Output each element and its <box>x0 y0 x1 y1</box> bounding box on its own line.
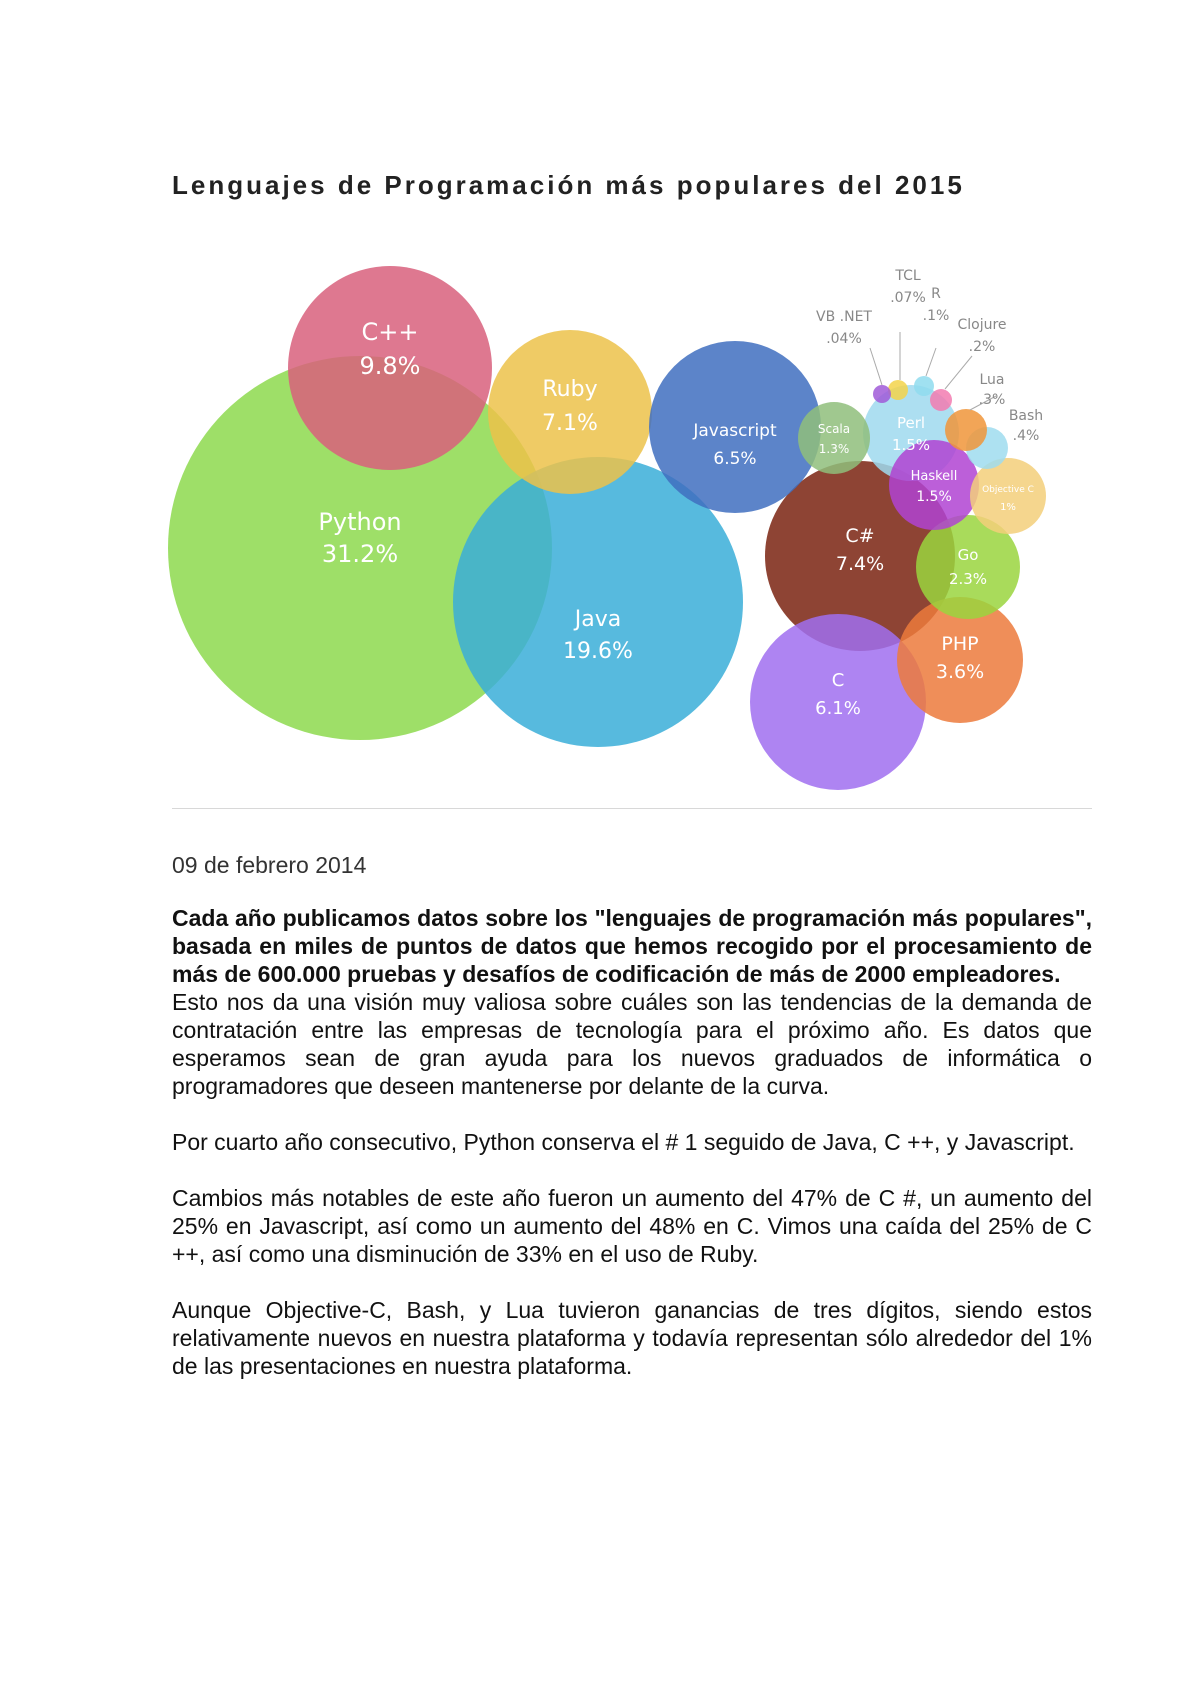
label-name-go: Go <box>957 546 979 564</box>
leader-line-clojure <box>945 356 972 389</box>
label-value-java: 19.6% <box>563 639 633 664</box>
label-name-tcl: TCL <box>895 268 921 284</box>
label-name-ruby: Ruby <box>542 377 598 402</box>
bubble-scala <box>798 402 870 474</box>
bubble-lua <box>945 409 987 451</box>
article-body <box>172 904 1092 1408</box>
label-name-c: C++ <box>361 318 419 346</box>
label-name-javascript: Javascript <box>693 421 777 441</box>
label-value-php: 3.6% <box>935 661 985 683</box>
leader-line-r <box>926 348 936 376</box>
paragraph-4: Aunque Objective-C, Bash, y Lua tuvieron ganancias de tres dígitos, siendo estos relativamente nuevos en nuestra plataforma y todavía representan sólo alrededor del 1% de las presentaciones en nuestra plataforma. <box>172 1297 1092 1379</box>
label-name-clojure: Clojure <box>957 317 1007 333</box>
label-value-c: 7.4% <box>835 553 885 575</box>
label-name-python: Python <box>318 508 402 536</box>
label-value-perl: 1.5% <box>891 436 931 454</box>
label-name-java: Java <box>574 607 622 632</box>
bubble-r <box>914 376 934 396</box>
bubble-chart <box>160 240 1110 830</box>
label-value-lua: .3% <box>978 392 1006 408</box>
label-name-scala: Scala <box>817 422 851 436</box>
label-value-go: 2.3% <box>948 570 988 588</box>
label-name-haskell: Haskell <box>910 469 958 484</box>
label-value-haskell: 1.5% <box>916 489 952 505</box>
label-value-bash: .4% <box>1012 428 1040 444</box>
label-name-r: R <box>931 286 941 302</box>
publish-date: 09 de febrero 2014 <box>172 852 367 878</box>
leader-line-vb-net <box>870 348 882 385</box>
label-value-scala: 1.3% <box>818 442 850 456</box>
label-name-lua: Lua <box>979 372 1005 388</box>
label-name-perl: Perl <box>896 414 926 432</box>
label-value-c: 6.1% <box>815 698 861 719</box>
label-value-python: 31.2% <box>321 540 399 568</box>
label-value-c: 9.8% <box>359 352 421 380</box>
lead-paragraph: Cada año publicamos datos sobre los "lenguajes de programación más populares", basada en miles de puntos de datos que hemos recogido por el procesamiento de más de 600.000 pruebas y desafíos de codificación de más de 2000 empleadores. <box>172 905 1092 987</box>
label-value-ruby: 7.1% <box>542 411 598 436</box>
divider <box>172 808 1092 809</box>
bubble-clojure <box>930 389 952 411</box>
chart-svg <box>160 240 1110 830</box>
label-name-c: C# <box>845 525 875 547</box>
label-value-objective-c: 1% <box>1000 502 1016 513</box>
label-value-tcl: .07% <box>890 290 926 306</box>
label-name-bash: Bash <box>1008 408 1044 424</box>
paragraph-2: Por cuarto año consecutivo, Python conserva el # 1 seguido de Java, C ++, y Javascript. <box>172 1129 1075 1155</box>
label-name-vb-net: VB .NET <box>816 309 872 325</box>
paragraph-3: Cambios más notables de este año fueron un aumento del 47% de C #, un aumento del 25% en Javascript, así como un aumento del 48% en C. Vimos una caída del 25% de C ++, así como una disminución de 33% en el uso de Ruby. <box>172 1185 1092 1267</box>
label-value-clojure: .2% <box>968 339 996 355</box>
label-name-objective-c: Objective C <box>982 485 1034 495</box>
page-title: Lenguajes de Programación más populares del 2015 <box>172 170 965 200</box>
paragraph-1: Esto nos da una visión muy valiosa sobre cuáles son las tendencias de la demanda de contratación entre las empresas de tecnología para el próximo año. Es datos que esperamos sean de gran ayuda para los nuevos graduados de informática o programadores que deseen mantenerse por delante de la curva. <box>172 989 1092 1099</box>
bubble-tcl <box>888 380 908 400</box>
label-value-r: .1% <box>922 308 950 324</box>
label-name-php: PHP <box>941 633 979 655</box>
label-value-javascript: 6.5% <box>713 449 757 469</box>
bubble-vb-net <box>873 385 891 403</box>
bubble-objective-c <box>970 458 1046 534</box>
label-value-vb-net: .04% <box>826 331 862 347</box>
label-name-c: C <box>831 670 845 691</box>
